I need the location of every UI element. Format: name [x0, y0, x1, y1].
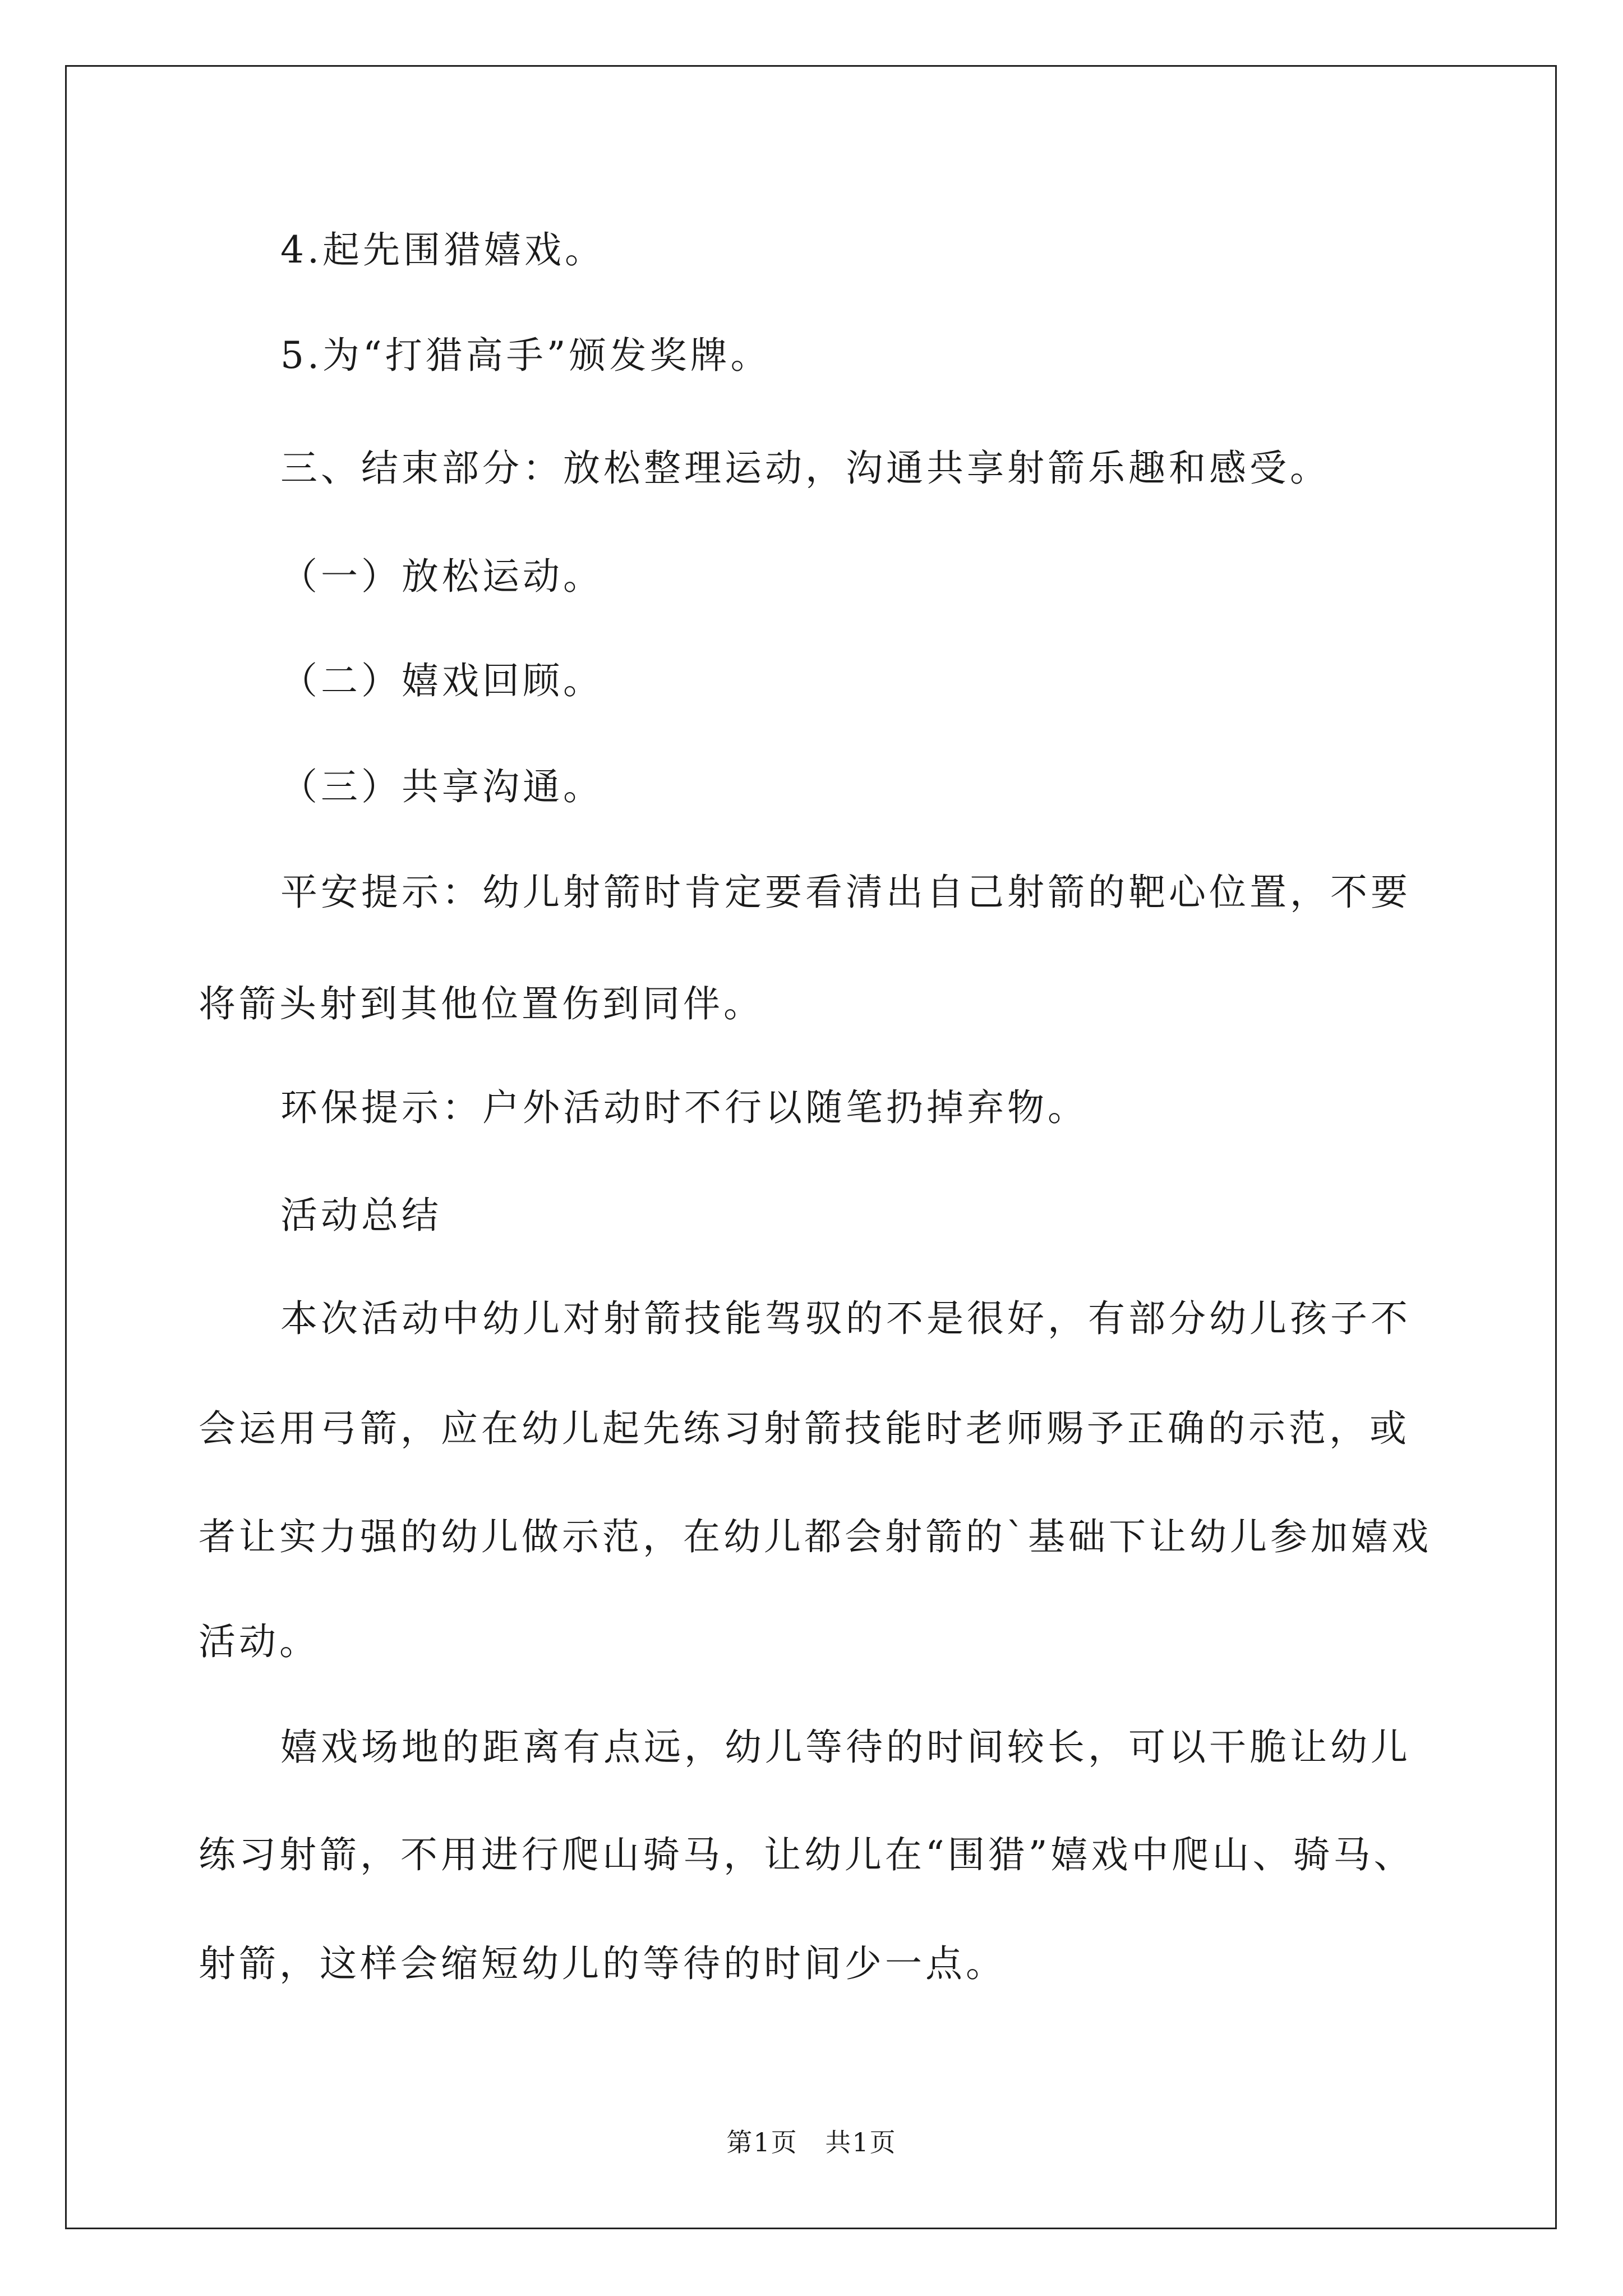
- text-line-14: 活动。: [199, 1620, 320, 1663]
- text-line-6: （三）共享沟通。: [280, 765, 603, 808]
- text-line-11: 本次活动中幼儿对射箭技能驾驭的不是很好，有部分幼儿孩子不: [280, 1297, 1411, 1340]
- text-line-12: 会运用弓箭，应在幼儿起先练习射箭技能时老师赐予正确的示范，或: [199, 1407, 1410, 1450]
- text-line-1: 4.起先围猎嬉戏。: [280, 228, 605, 272]
- text-line-17: 射箭，这样会缩短幼儿的等待的时间少一点。: [199, 1942, 1006, 1985]
- page-footer: [0, 2129, 1623, 2155]
- section-heading-summary: 活动总结: [280, 1194, 442, 1237]
- text-line-4: （一）放松运动。: [280, 555, 603, 598]
- page-border: [65, 65, 1557, 2229]
- text-line-8: 将箭头射到其他位置伤到同伴。: [199, 982, 764, 1025]
- text-line-15: 嬉戏场地的距离有点远，幼儿等待的时间较长，可以干脆让幼儿: [280, 1726, 1411, 1769]
- text-line-16: 练习射箭，不用进行爬山骑马，让幼儿在“围猎”嬉戏中爬山、骑马、: [199, 1833, 1414, 1876]
- text-line-5: （二）嬉戏回顾。: [280, 659, 603, 702]
- text-line-3: 三、结束部分：放松整理运动，沟通共享射箭乐趣和感受。: [280, 447, 1330, 490]
- text-line-7: 平安提示：幼儿射箭时肯定要看清出自己射箭的靶心位置，不要: [280, 871, 1411, 914]
- text-line-9: 环保提示：户外活动时不行以随笔扔掉弃物。: [280, 1086, 1088, 1129]
- text-line-2: 5.为“打猎高手”颁发奖牌。: [280, 334, 771, 377]
- text-line-13: 者让实力强的幼儿做示范，在幼儿都会射箭的`基础下让幼儿参加嬉戏: [199, 1515, 1432, 1558]
- page-number-current: 第1页: [726, 2127, 798, 2157]
- page-number-total: 共1页: [825, 2127, 897, 2157]
